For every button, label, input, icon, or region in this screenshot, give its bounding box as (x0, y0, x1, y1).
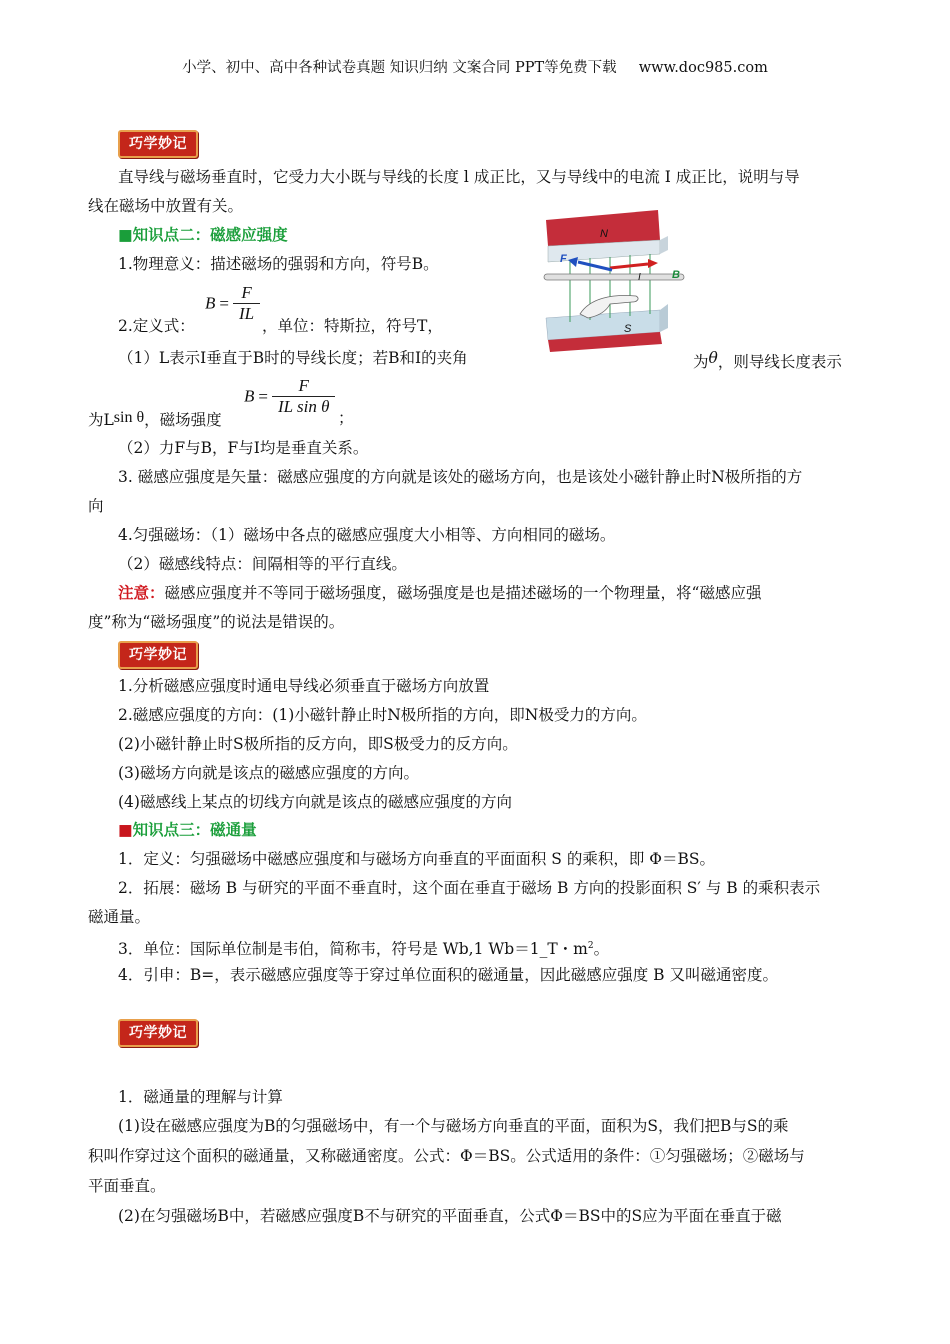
eq2-num: F (272, 376, 336, 397)
north-pole-side (660, 236, 668, 254)
kp3-line-3-sup: 2 (587, 941, 594, 951)
note1-d-mid: ，磁场强度 (144, 411, 222, 429)
note1-d-prefix: 为L (88, 411, 114, 429)
magnet-figure (540, 206, 688, 356)
kp3-line-3 (118, 935, 609, 960)
note1-c-text: ，则导线长度表示 (717, 353, 842, 371)
definition-formula: B = $\frac{F}{IL}$ (205, 283, 260, 324)
tips3-p1-line-2: 积叫作穿过这个面积的磁通量，又称磁通密度。公式：Φ＝BS。公式适用的条件：①匀强磁场；②磁场与 (88, 1147, 805, 1165)
kp3-line-2: 2．拓展：磁场 B 与研究的平面不垂直时，这个面在垂直于磁场 B 方向的投影面积 S′ 与 B 的乘积表示 (118, 879, 821, 897)
tips3-p1-line-1: (1)设在磁感应强度为B的匀强磁场中，有一个与磁场方向垂直的平面，面积为S，我们把B与S的乘 (118, 1117, 789, 1135)
kp2-heading (118, 224, 288, 246)
header-text: 小学、初中、高中各种试卷真题 知识归纳 文案合同 PPT等免费下载 (182, 60, 617, 76)
south-pole-side (660, 304, 668, 332)
kp3-title: 知识点三：磁通量 (132, 820, 257, 839)
tips2-line-4: (3)磁场方向就是该点的磁感应强度的方向。 (118, 764, 419, 782)
kp2-warning (118, 582, 761, 604)
eq2-fraction (272, 376, 336, 417)
tips2-line-2: 2.磁感应强度的方向：(1)小磁针静止时N极所指的方向，即N极受力的方向。 (118, 706, 647, 724)
kp3-line-3b: 。 (593, 940, 610, 959)
kp2-item-2-suffix: ，单位：特斯拉，符号T， (262, 317, 443, 335)
kp2-note-2: （2）力F与B，F与Ⅰ均是垂直关系。 (118, 439, 369, 457)
tip-badge: 巧学妙记 (118, 1019, 198, 1047)
field-strength-formula: B = $\frac{F}{\text{IL sin θ}}$ (244, 376, 335, 417)
kp2-item-4: 4.匀强磁场：（1）磁场中各点的磁感应强度大小相等、方向相同的磁场。 (118, 526, 616, 544)
theta-symbol: θ (708, 349, 718, 367)
note1-d-sin: sin θ (113, 409, 145, 426)
kp3-heading (118, 819, 257, 841)
tips3-p1-line-3: 平面垂直。 (88, 1177, 166, 1195)
eq1-lhs: B (205, 293, 216, 313)
header-url[interactable]: www.doc985.com (638, 60, 768, 76)
kp2-marker: ■ (118, 226, 133, 244)
warning-label: 注意： (118, 583, 165, 602)
kp2-item-3-line-2: 向 (88, 497, 104, 515)
tip-badge: 巧学妙记 (118, 641, 198, 669)
kp2-title: 知识点二：磁感应强度 (132, 225, 288, 244)
label-S: S (624, 323, 632, 335)
kp2-item-4b: （2）磁感线特点：间隔相等的平行直线。 (118, 555, 407, 573)
kp2-note-1d (88, 407, 222, 431)
kp3-line-1: 1．定义：匀强磁场中磁感应强度和与磁场方向垂直的平面面积 S 的乘积，即 Φ＝BS。 (118, 850, 715, 868)
kp2-warning-line-2: 度”称为“磁场强度”的说法是错误的。 (88, 613, 345, 631)
kp2-note-1d-end: ； (338, 409, 354, 427)
eq1-den: IL (238, 304, 255, 323)
wire (544, 274, 684, 280)
intro-line-2: 线在磁场中放置有关。 (88, 197, 244, 215)
eq2-den: IL sin θ (277, 397, 330, 416)
kp2-note-1a: （1）L表示Ⅰ垂直于B时的导线长度；若B和Ⅰ的夹角 (118, 349, 468, 367)
tip-badge: 巧学妙记 (118, 130, 198, 158)
tips3-heading: 1．磁通量的理解与计算 (118, 1088, 283, 1106)
tips2-line-1: 1.分析磁感应强度时通电导线必须垂直于磁场方向放置 (118, 677, 490, 695)
kp2-note-1b (693, 347, 842, 373)
label-I: I (638, 272, 641, 283)
current-arrow (610, 264, 648, 268)
tips2-line-3: (2)小磁针静止时S极所指的反方向，即S极受力的反方向。 (118, 735, 518, 753)
eq1-num: F (233, 283, 260, 304)
label-N: N (600, 228, 608, 240)
kp3-line-2b: 磁通量。 (88, 908, 151, 926)
warning-line-1: 磁感应强度并不等同于磁场强度，磁场强度是也是描述磁场的一个物理量，将“磁感应强 (164, 584, 762, 602)
kp2-item-2-prefix: 2.定义式： (118, 317, 195, 335)
eq2-lhs: B (244, 386, 255, 406)
current-arrowhead (648, 259, 658, 268)
kp3-marker: ■ (118, 821, 133, 839)
page-header (0, 56, 950, 77)
tips2-line-5: (4)磁感线上某点的切线方向就是该点的磁感应强度的方向 (118, 793, 512, 811)
kp2-item-3-line-1: 3. 磁感应强度是矢量：磁感应强度的方向就是该处的磁场方向，也是该处小磁针静止时N极所指的方 (118, 468, 803, 486)
label-F: F (560, 253, 567, 265)
tips3-p2-line-1: (2)在匀强磁场B中，若磁感应强度B不与研究的平面垂直，公式Φ＝BS中的S应为平面在垂直于磁 (118, 1207, 782, 1225)
label-B: B (672, 269, 680, 281)
note1-b-text: 为 (693, 353, 709, 371)
intro-line-1: 直导线与磁场垂直时，它受力大小既与导线的长度 l 成正比，又与导线中的电流 I 成正比，说明与导 (118, 168, 800, 186)
eq1-fraction (233, 283, 260, 324)
force-arrow (578, 262, 612, 270)
kp3-line-4: 4．引申：B=，表示磁感应强度等于穿过单位面积的磁通量，因此磁感应强度 B 又叫磁通密度。 (118, 966, 778, 984)
kp2-item-1: 1.物理意义：描述磁场的强弱和方向，符号B。 (118, 255, 439, 273)
kp3-line-3a: 3．单位：国际单位制是韦伯，简称韦，符号是 Wb,1 Wb＝1_T・m (118, 940, 588, 959)
